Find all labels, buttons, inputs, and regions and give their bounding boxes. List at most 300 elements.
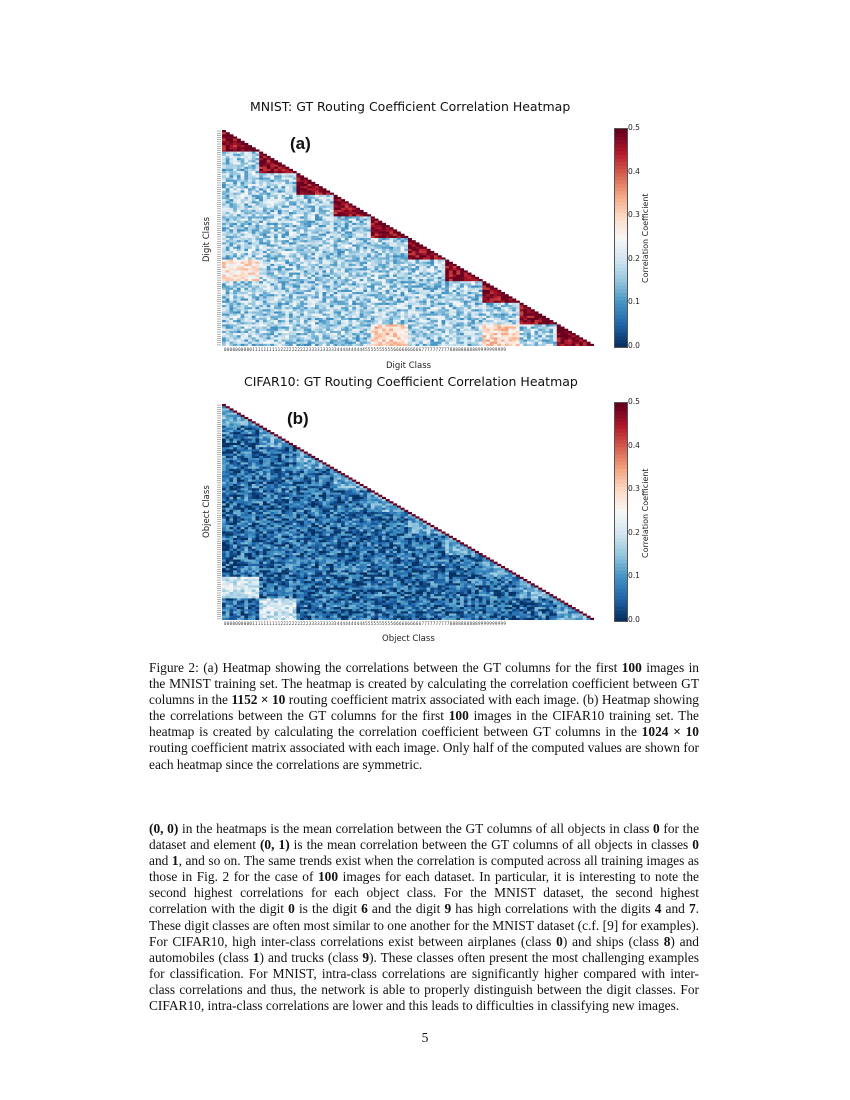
heatmap-cell bbox=[412, 298, 416, 300]
heatmap-cell bbox=[241, 294, 245, 296]
heatmap-cell bbox=[367, 311, 371, 313]
heatmap-cell bbox=[259, 316, 263, 318]
heatmap-cell bbox=[360, 240, 364, 242]
heatmap-cell bbox=[486, 283, 490, 285]
heatmap-cell bbox=[267, 286, 271, 288]
heatmap-cell bbox=[408, 240, 412, 242]
heatmap-cell bbox=[412, 264, 416, 266]
heatmap-cell bbox=[471, 335, 475, 337]
heatmap-cell bbox=[229, 178, 233, 180]
heatmap-cell bbox=[445, 314, 449, 316]
heatmap-cell bbox=[270, 221, 274, 223]
heatmap-cell bbox=[229, 268, 233, 270]
heatmap-cell bbox=[229, 335, 233, 337]
heatmap-cell bbox=[319, 203, 323, 205]
heatmap-cell bbox=[229, 212, 233, 214]
heatmap-cell bbox=[237, 216, 241, 218]
heatmap-cell bbox=[285, 175, 289, 177]
heatmap-cell bbox=[505, 311, 509, 313]
heatmap-cell bbox=[259, 160, 263, 162]
heatmap-cell bbox=[259, 216, 263, 218]
heatmap-cell bbox=[389, 247, 393, 249]
heatmap-cell bbox=[237, 180, 241, 182]
heatmap-cell bbox=[456, 333, 460, 335]
heatmap-cell bbox=[371, 316, 375, 318]
heatmap-cell bbox=[244, 232, 248, 234]
heatmap-cell bbox=[311, 240, 315, 242]
heatmap-cell bbox=[304, 260, 308, 262]
heatmap-cell bbox=[471, 279, 475, 281]
heatmap-cell bbox=[334, 275, 338, 277]
heatmap-cell bbox=[337, 301, 341, 303]
heatmap-cell bbox=[419, 340, 423, 342]
heatmap-cell bbox=[441, 279, 445, 281]
heatmap-cell bbox=[378, 301, 382, 303]
heatmap-cell bbox=[248, 229, 252, 231]
heatmap-cell bbox=[367, 268, 371, 270]
heatmap-cell bbox=[460, 270, 464, 272]
heatmap-cell bbox=[401, 283, 405, 285]
heatmap-cell bbox=[259, 173, 263, 175]
heatmap-cell bbox=[453, 281, 457, 283]
heatmap-cell bbox=[401, 286, 405, 288]
heatmap-cell bbox=[248, 311, 252, 313]
heatmap-cell bbox=[237, 298, 241, 300]
heatmap-cell bbox=[438, 318, 442, 320]
heatmap-cell bbox=[438, 311, 442, 313]
heatmap-cell bbox=[397, 270, 401, 272]
heatmap-cell bbox=[326, 227, 330, 229]
heatmap-cell bbox=[345, 266, 349, 268]
heatmap-cell bbox=[248, 337, 252, 339]
heatmap-cell bbox=[263, 298, 267, 300]
heatmap-cell bbox=[222, 333, 226, 335]
heatmap-cell bbox=[479, 316, 483, 318]
heatmap-cell bbox=[575, 335, 579, 337]
heatmap-cell bbox=[334, 301, 338, 303]
heatmap-cell bbox=[229, 180, 233, 182]
heatmap-cell bbox=[304, 184, 308, 186]
heatmap-cell bbox=[278, 290, 282, 292]
heatmap-cell bbox=[401, 335, 405, 337]
heatmap-cell bbox=[237, 143, 241, 145]
heatmap-cell bbox=[408, 255, 412, 257]
heatmap-cell bbox=[363, 327, 367, 329]
heatmap-cell bbox=[248, 156, 252, 158]
heatmap-cell bbox=[479, 309, 483, 311]
heatmap-cell bbox=[430, 342, 434, 344]
heatmap-cell bbox=[386, 232, 390, 234]
heatmap-cell bbox=[248, 277, 252, 279]
heatmap-cell bbox=[315, 232, 319, 234]
heatmap-cell bbox=[259, 195, 263, 197]
heatmap-cell bbox=[267, 288, 271, 290]
heatmap-cell bbox=[397, 238, 401, 240]
heatmap-cell bbox=[404, 236, 408, 238]
heatmap-cell bbox=[371, 318, 375, 320]
heatmap-cell bbox=[319, 232, 323, 234]
heatmap-cell bbox=[363, 292, 367, 294]
heatmap-cell bbox=[520, 329, 524, 331]
heatmap-cell bbox=[278, 311, 282, 313]
heatmap-cell bbox=[412, 305, 416, 307]
heatmap-cell bbox=[345, 229, 349, 231]
heatmap-cell bbox=[267, 167, 271, 169]
heatmap-cell bbox=[274, 199, 278, 201]
heatmap-cell bbox=[453, 329, 457, 331]
heatmap-cell bbox=[482, 337, 486, 339]
heatmap-cell bbox=[419, 292, 423, 294]
heatmap-cell bbox=[282, 270, 286, 272]
heatmap-cell bbox=[285, 342, 289, 344]
heatmap-cell bbox=[348, 240, 352, 242]
heatmap-cell bbox=[430, 307, 434, 309]
heatmap-cell bbox=[308, 234, 312, 236]
heatmap-cell bbox=[241, 253, 245, 255]
heatmap-cell bbox=[434, 262, 438, 264]
heatmap-cell bbox=[282, 221, 286, 223]
heatmap-cell bbox=[244, 307, 248, 309]
heatmap-cell bbox=[356, 240, 360, 242]
heatmap-cell bbox=[229, 283, 233, 285]
heatmap-cell bbox=[222, 188, 226, 190]
heatmap-cell bbox=[549, 342, 553, 344]
heatmap-cell bbox=[389, 344, 393, 346]
heatmap-cell bbox=[453, 294, 457, 296]
heatmap-cell bbox=[520, 314, 524, 316]
heatmap-cell bbox=[482, 292, 486, 294]
heatmap-cell bbox=[322, 329, 326, 331]
heatmap-cell bbox=[278, 236, 282, 238]
heatmap-cell bbox=[289, 329, 293, 331]
heatmap-cell bbox=[490, 324, 494, 326]
heatmap-cell bbox=[397, 268, 401, 270]
heatmap-cell bbox=[408, 290, 412, 292]
heatmap-cell bbox=[408, 249, 412, 251]
heatmap-cell bbox=[438, 260, 442, 262]
heatmap-cell bbox=[397, 242, 401, 244]
heatmap-cell bbox=[308, 232, 312, 234]
heatmap-cell bbox=[270, 242, 274, 244]
heatmap-cell bbox=[375, 333, 379, 335]
heatmap-cell bbox=[270, 247, 274, 249]
heatmap-cell bbox=[464, 270, 468, 272]
heatmap-cell bbox=[479, 324, 483, 326]
heatmap-cell bbox=[319, 340, 323, 342]
heatmap-cell bbox=[259, 247, 263, 249]
heatmap-cell bbox=[561, 337, 565, 339]
heatmap-cell bbox=[267, 190, 271, 192]
heatmap-cell bbox=[345, 296, 349, 298]
heatmap-cell bbox=[412, 247, 416, 249]
heatmap-cell bbox=[352, 208, 356, 210]
heatmap-cell bbox=[557, 342, 561, 344]
heatmap-cell bbox=[300, 184, 304, 186]
heatmap-cell bbox=[274, 279, 278, 281]
heatmap-cell bbox=[337, 214, 341, 216]
heatmap-cell bbox=[244, 318, 248, 320]
heatmap-cell bbox=[289, 223, 293, 225]
heatmap-cell bbox=[505, 309, 509, 311]
heatmap-cell bbox=[270, 266, 274, 268]
heatmap-cell bbox=[341, 303, 345, 305]
heatmap-cell bbox=[412, 281, 416, 283]
heatmap-cell bbox=[512, 318, 516, 320]
heatmap-cell bbox=[512, 329, 516, 331]
heatmap-cell bbox=[233, 152, 237, 154]
heatmap-cell bbox=[304, 337, 308, 339]
heatmap-cell bbox=[311, 335, 315, 337]
heatmap-cell bbox=[226, 182, 230, 184]
heatmap-cell bbox=[267, 281, 271, 283]
heatmap-cell bbox=[408, 277, 412, 279]
heatmap-cell bbox=[468, 286, 472, 288]
heatmap-cell bbox=[226, 277, 230, 279]
heatmap-cell bbox=[348, 327, 352, 329]
heatmap-cell bbox=[274, 186, 278, 188]
heatmap-cell bbox=[497, 316, 501, 318]
heatmap-cell bbox=[460, 279, 464, 281]
heatmap-cell bbox=[300, 197, 304, 199]
heatmap-cell bbox=[252, 279, 256, 281]
heatmap-cell bbox=[356, 286, 360, 288]
heatmap-cell bbox=[564, 342, 568, 344]
heatmap-cell bbox=[274, 188, 278, 190]
heatmap-cell bbox=[237, 337, 241, 339]
heatmap-cell bbox=[330, 342, 334, 344]
heatmap-cell bbox=[497, 318, 501, 320]
heatmap-cell bbox=[441, 288, 445, 290]
heatmap-cell bbox=[464, 322, 468, 324]
heatmap-cell bbox=[274, 270, 278, 272]
heatmap-cell bbox=[319, 294, 323, 296]
heatmap-cell bbox=[468, 273, 472, 275]
heatmap-cell bbox=[334, 309, 338, 311]
heatmap-cell bbox=[308, 229, 312, 231]
heatmap-cell bbox=[278, 199, 282, 201]
heatmap-cell bbox=[430, 331, 434, 333]
heatmap-cell bbox=[337, 234, 341, 236]
heatmap-cell bbox=[356, 266, 360, 268]
heatmap-cell bbox=[557, 331, 561, 333]
heatmap-cell bbox=[427, 253, 431, 255]
heatmap-cell bbox=[319, 316, 323, 318]
heatmap-cell bbox=[356, 208, 360, 210]
heatmap-cell bbox=[259, 279, 263, 281]
heatmap-cell bbox=[248, 290, 252, 292]
heatmap-cell bbox=[438, 266, 442, 268]
heatmap-cell bbox=[386, 281, 390, 283]
heatmap-cell bbox=[244, 244, 248, 246]
heatmap-cell bbox=[237, 221, 241, 223]
heatmap-cell bbox=[285, 335, 289, 337]
heatmap-cell bbox=[378, 255, 382, 257]
heatmap-cell bbox=[285, 275, 289, 277]
heatmap-cell bbox=[415, 320, 419, 322]
heatmap-cell bbox=[270, 201, 274, 203]
heatmap-cell bbox=[408, 283, 412, 285]
heatmap-cell bbox=[259, 305, 263, 307]
heatmap-cell bbox=[508, 329, 512, 331]
heatmap-cell bbox=[233, 167, 237, 169]
heatmap-cell bbox=[404, 314, 408, 316]
heatmap-cell bbox=[345, 257, 349, 259]
heatmap-cell bbox=[255, 266, 259, 268]
heatmap-cell bbox=[423, 294, 427, 296]
heatmap-cell bbox=[241, 193, 245, 195]
heatmap-cell bbox=[222, 342, 226, 344]
heatmap-cell bbox=[289, 292, 293, 294]
heatmap-cell bbox=[274, 184, 278, 186]
heatmap-cell bbox=[233, 340, 237, 342]
heatmap-cell bbox=[453, 307, 457, 309]
heatmap-cell bbox=[360, 225, 364, 227]
heatmap-cell bbox=[282, 344, 286, 346]
heatmap-cell bbox=[308, 331, 312, 333]
heatmap-cell bbox=[371, 227, 375, 229]
heatmap-cell bbox=[468, 318, 472, 320]
heatmap-cell bbox=[360, 298, 364, 300]
heatmap-cell bbox=[360, 316, 364, 318]
heatmap-cell bbox=[334, 303, 338, 305]
heatmap-cell bbox=[311, 307, 315, 309]
heatmap-cell bbox=[561, 340, 565, 342]
heatmap-cell bbox=[282, 244, 286, 246]
heatmap-cell bbox=[308, 212, 312, 214]
heatmap-cell bbox=[471, 314, 475, 316]
heatmap-cell bbox=[468, 314, 472, 316]
heatmap-cell bbox=[248, 195, 252, 197]
heatmap-cell bbox=[293, 175, 297, 177]
heatmap-cell bbox=[315, 240, 319, 242]
heatmap-cell bbox=[296, 314, 300, 316]
heatmap-cell bbox=[486, 314, 490, 316]
heatmap-cell bbox=[527, 340, 531, 342]
heatmap-cell bbox=[274, 178, 278, 180]
heatmap-cell bbox=[557, 329, 561, 331]
heatmap-cell bbox=[289, 266, 293, 268]
heatmap-cell bbox=[401, 249, 405, 251]
heatmap-cell bbox=[367, 223, 371, 225]
heatmap-cell bbox=[386, 301, 390, 303]
heatmap-cell bbox=[371, 225, 375, 227]
heatmap-cell bbox=[278, 294, 282, 296]
heatmap-cell bbox=[375, 234, 379, 236]
heatmap-cell bbox=[244, 253, 248, 255]
heatmap-cell bbox=[270, 288, 274, 290]
heatmap-cell bbox=[267, 193, 271, 195]
heatmap-cell bbox=[482, 322, 486, 324]
heatmap-cell bbox=[267, 301, 271, 303]
heatmap-cell bbox=[375, 223, 379, 225]
heatmap-cell bbox=[241, 307, 245, 309]
heatmap-cell bbox=[319, 333, 323, 335]
heatmap-cell bbox=[274, 298, 278, 300]
heatmap-cell bbox=[237, 331, 241, 333]
heatmap-cell bbox=[512, 320, 516, 322]
heatmap-cell bbox=[229, 277, 233, 279]
heatmap-cell bbox=[263, 193, 267, 195]
heatmap-cell bbox=[289, 270, 293, 272]
heatmap-cell bbox=[241, 344, 245, 346]
heatmap-cell bbox=[282, 255, 286, 257]
heatmap-cell bbox=[415, 337, 419, 339]
heatmap-cell bbox=[363, 236, 367, 238]
heatmap-cell bbox=[270, 229, 274, 231]
heatmap-cell bbox=[389, 262, 393, 264]
heatmap-cell bbox=[348, 210, 352, 212]
heatmap-cell bbox=[267, 162, 271, 164]
heatmap-cell bbox=[241, 316, 245, 318]
heatmap-cell bbox=[226, 145, 230, 147]
heatmap-cell bbox=[345, 260, 349, 262]
heatmap-cell bbox=[308, 318, 312, 320]
heatmap-cell bbox=[326, 216, 330, 218]
heatmap-cell bbox=[337, 223, 341, 225]
heatmap-cell bbox=[267, 234, 271, 236]
heatmap-cell bbox=[226, 141, 230, 143]
heatmap-cell bbox=[255, 314, 259, 316]
heatmap-cell bbox=[322, 316, 326, 318]
heatmap-cell bbox=[322, 244, 326, 246]
heatmap-cell bbox=[293, 329, 297, 331]
heatmap-cell bbox=[441, 327, 445, 329]
heatmap-cell bbox=[270, 279, 274, 281]
heatmap-cell bbox=[289, 294, 293, 296]
heatmap-cell bbox=[334, 212, 338, 214]
heatmap-cell bbox=[322, 301, 326, 303]
heatmap-cell bbox=[304, 314, 308, 316]
heatmap-cell bbox=[226, 316, 230, 318]
heatmap-cell bbox=[371, 307, 375, 309]
heatmap-cell bbox=[267, 320, 271, 322]
heatmap-cell bbox=[375, 257, 379, 259]
heatmap-cell bbox=[516, 318, 520, 320]
heatmap-cell bbox=[404, 253, 408, 255]
heatmap-cell bbox=[300, 201, 304, 203]
heatmap-cell bbox=[222, 182, 226, 184]
heatmap-cell bbox=[270, 186, 274, 188]
heatmap-cell bbox=[274, 327, 278, 329]
heatmap-cell bbox=[468, 311, 472, 313]
heatmap-cell bbox=[486, 292, 490, 294]
heatmap-cell bbox=[267, 184, 271, 186]
heatmap-cell bbox=[345, 264, 349, 266]
heatmap-cell bbox=[252, 236, 256, 238]
heatmap-cell bbox=[334, 340, 338, 342]
heatmap-cell bbox=[382, 318, 386, 320]
heatmap-cell bbox=[278, 229, 282, 231]
heatmap-cell bbox=[278, 279, 282, 281]
heatmap-cell bbox=[263, 337, 267, 339]
heatmap-cell bbox=[397, 275, 401, 277]
heatmap-cell bbox=[334, 327, 338, 329]
heatmap-cell bbox=[237, 197, 241, 199]
heatmap-cell bbox=[237, 257, 241, 259]
heatmap-cell bbox=[475, 296, 479, 298]
heatmap-cell bbox=[308, 238, 312, 240]
heatmap-cell bbox=[263, 303, 267, 305]
heatmap-cell bbox=[542, 340, 546, 342]
heatmap-cell bbox=[434, 316, 438, 318]
heatmap-cell bbox=[557, 333, 561, 335]
heatmap-cell bbox=[352, 257, 356, 259]
heatmap-cell bbox=[244, 212, 248, 214]
heatmap-cell bbox=[386, 342, 390, 344]
heatmap-cell bbox=[401, 279, 405, 281]
heatmap-cell bbox=[334, 210, 338, 212]
heatmap-cell bbox=[233, 158, 237, 160]
